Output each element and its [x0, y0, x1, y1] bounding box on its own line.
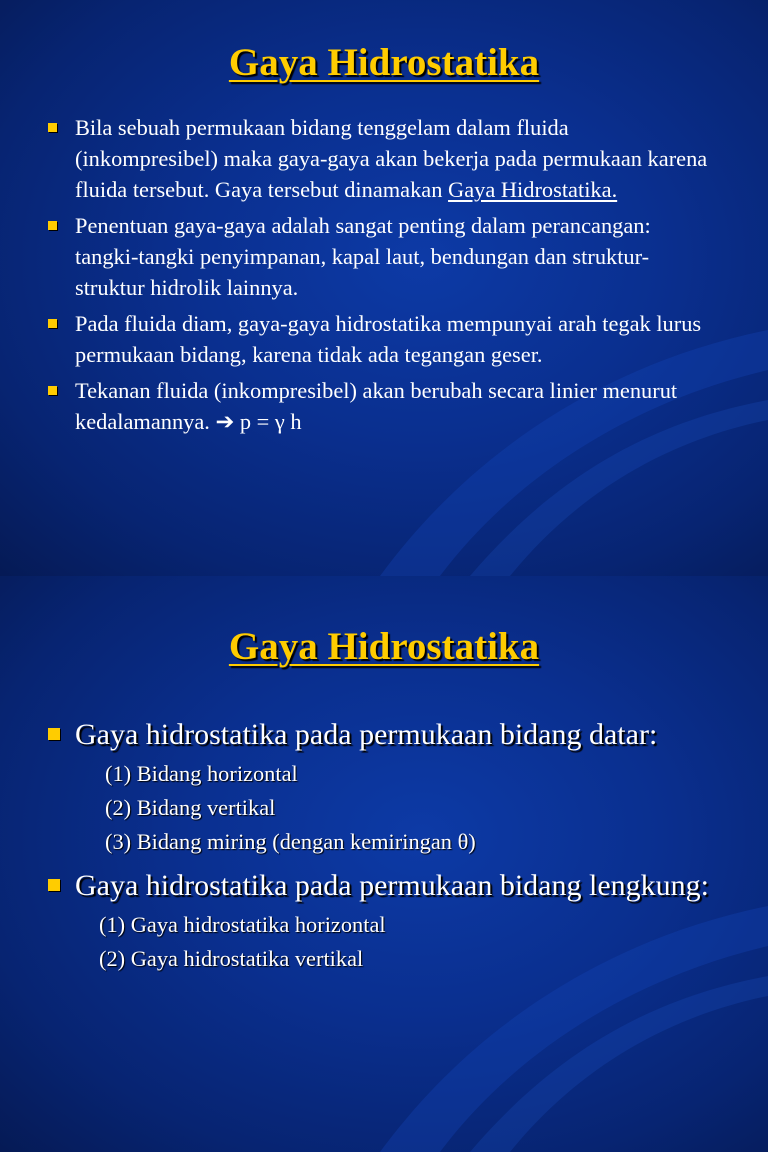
bullet-text: Gaya hidrostatika pada permukaan bidang lengkung:: [75, 869, 709, 902]
sub-item: (3) Bidang miring (dengan kemiringan θ): [105, 829, 476, 854]
square-bullet-icon: [48, 728, 60, 740]
slide-title: Gaya Hidrostatika: [228, 41, 540, 84]
bullet-item: [48, 308, 708, 370]
sub-item: (1) Gaya hidrostatika horizontal: [99, 912, 386, 937]
bullet-item: [48, 112, 708, 205]
sub-list: [105, 757, 728, 859]
sub-list: [99, 908, 728, 976]
bullet-text: Gaya hidrostatika pada permukaan bidang datar:: [75, 718, 658, 751]
sub-item: (1) Bidang horizontal: [105, 761, 298, 786]
sub-item: (2) Bidang vertikal: [105, 795, 276, 820]
bullet-item: [48, 210, 708, 303]
slide-title: Gaya Hidrostatika: [228, 625, 540, 668]
bullet-text: Pada fluida diam, gaya-gaya hidrostatika mempunyai arah tegak lurus permukaan bidang, karena tidak ada tegangan geser.: [75, 311, 702, 367]
bullet-text: Penentuan gaya-gaya adalah sangat penting dalam perancangan: tangki-tangki penyimpanan, kapal laut, bendungan dan struktur-struktur hidrolik lainnya.: [75, 213, 651, 300]
square-bullet-icon: [48, 123, 57, 132]
bullet-list: [48, 112, 708, 442]
square-bullet-icon: [48, 319, 57, 328]
sub-item: (2) Gaya hidrostatika vertikal: [99, 946, 364, 971]
square-bullet-icon: [48, 221, 57, 230]
bullet-item: [48, 716, 728, 859]
bullet-item: [48, 375, 708, 437]
square-bullet-icon: [48, 386, 57, 395]
bullet-text: Tekanan fluida (inkompresibel) akan berubah secara linier menurut kedalamannya. ➔ p = γ h: [75, 378, 678, 434]
square-bullet-icon: [48, 879, 60, 891]
underlined-term: Gaya Hidrostatika.: [448, 177, 618, 202]
bullet-text: Bila sebuah permukaan bidang tenggelam dalam fluida (inkompresibel) maka gaya-gaya akan bekerja pada permukaan karena fluida tersebut. Gaya tersebut dinamakan: [75, 115, 708, 202]
slide-2: [0, 576, 768, 1152]
bullet-item: [48, 867, 728, 976]
bullet-list: [48, 716, 728, 984]
